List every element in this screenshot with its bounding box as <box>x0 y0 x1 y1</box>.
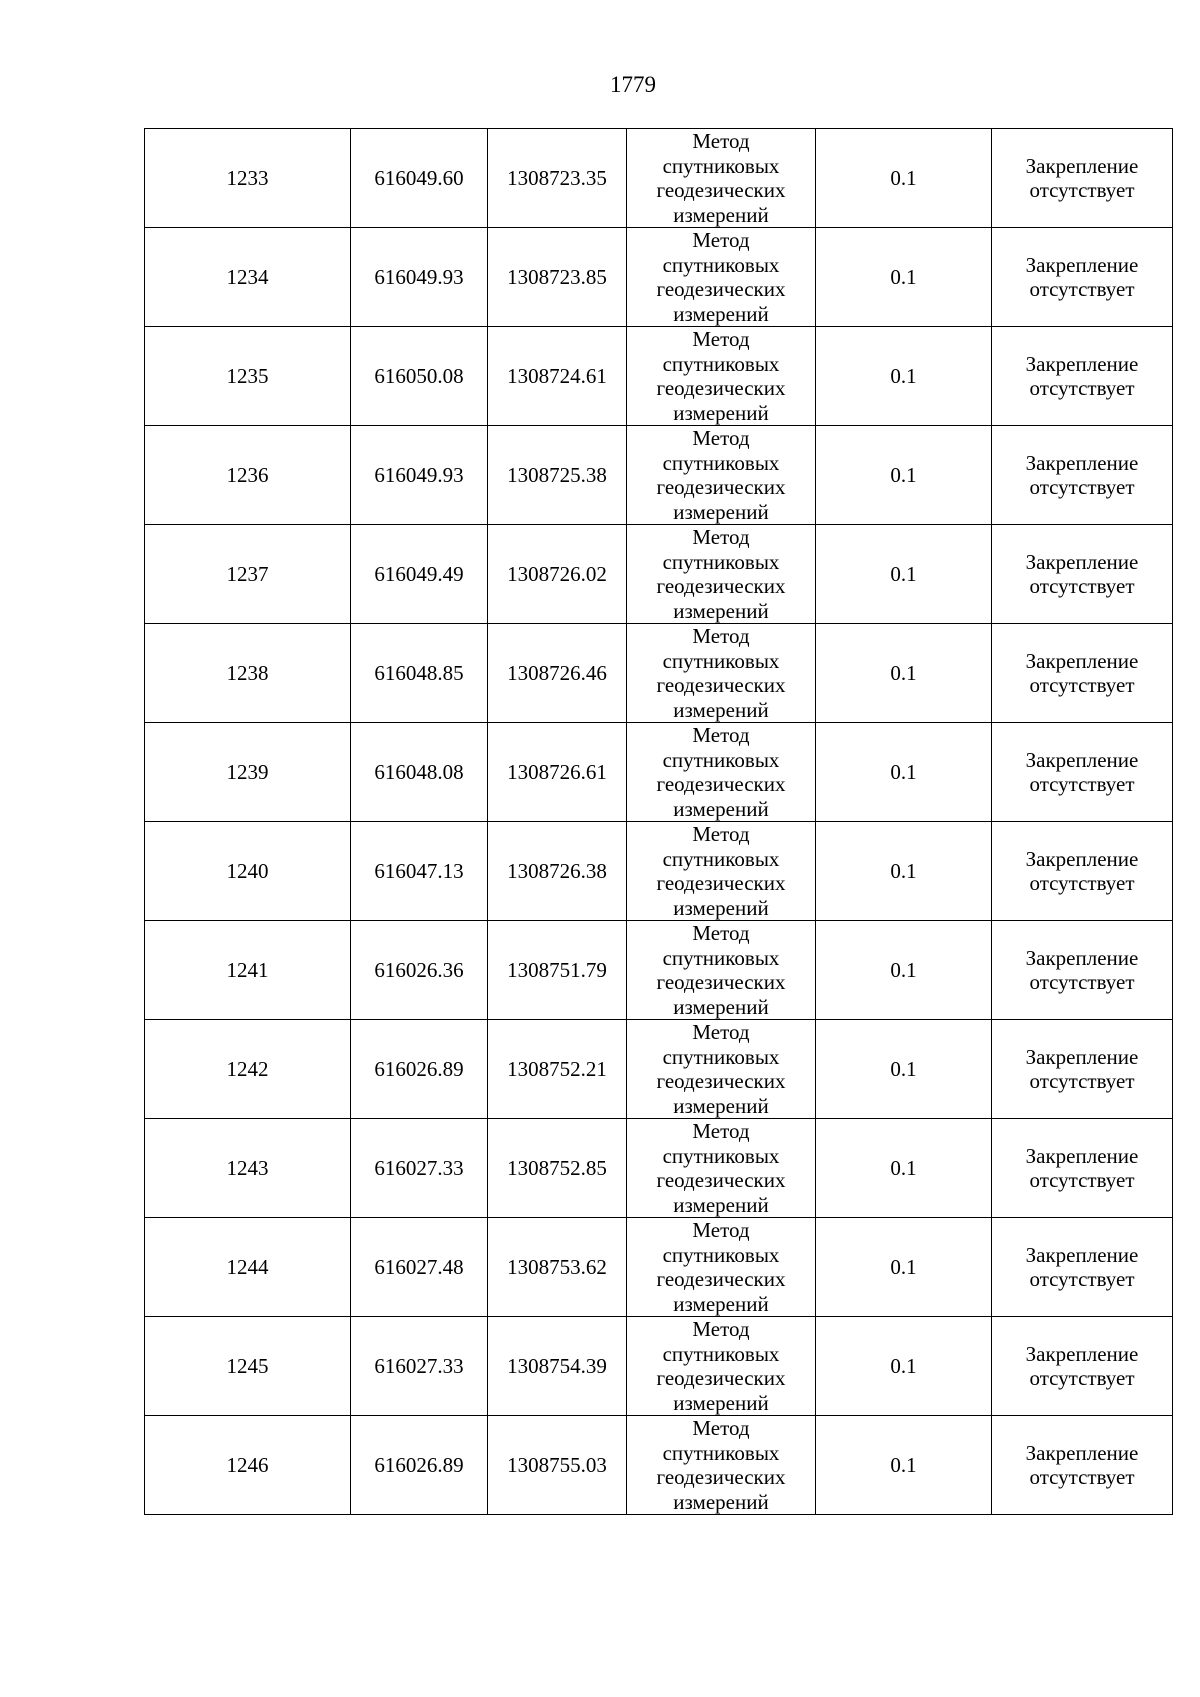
method-cell <box>627 921 816 1020</box>
table-row <box>145 1119 1173 1218</box>
fixation-line: отсутствует <box>1029 1267 1135 1291</box>
method-line: спутниковых <box>662 648 780 673</box>
y-coordinate-cell: 1308726.61 <box>488 723 627 822</box>
method-line: Метод <box>692 327 750 351</box>
method-line: геодезических <box>656 178 786 202</box>
fixation-line: отсутствует <box>1029 1366 1135 1390</box>
x-coordinate-cell: 616049.93 <box>351 228 488 327</box>
table-row <box>145 1317 1173 1416</box>
method-line: измерений <box>673 598 769 623</box>
x-coordinate-cell: 616048.85 <box>351 624 488 723</box>
fixation-line: Закрепление <box>1025 1044 1139 1069</box>
method-cell <box>627 1119 816 1218</box>
y-coordinate-cell: 1308751.79 <box>488 921 627 1020</box>
method-line: спутниковых <box>662 1044 780 1069</box>
y-coordinate-cell: 1308755.03 <box>488 1416 627 1515</box>
method-line: Метод <box>692 426 750 450</box>
method-cell <box>627 1020 816 1119</box>
fixation-line: отсутствует <box>1029 673 1135 697</box>
point-number-cell: 1236 <box>145 426 351 525</box>
method-line: геодезических <box>656 970 786 994</box>
method-line: измерений <box>673 796 769 821</box>
method-line: Метод <box>692 1020 750 1044</box>
fixation-cell <box>992 228 1173 327</box>
fixation-cell <box>992 921 1173 1020</box>
fixation-cell <box>992 1020 1173 1119</box>
fixation-cell <box>992 624 1173 723</box>
point-number-cell: 1239 <box>145 723 351 822</box>
fixation-line: отсутствует <box>1029 475 1135 499</box>
method-line: спутниковых <box>662 549 780 574</box>
table-row <box>145 129 1173 228</box>
y-coordinate-cell: 1308725.38 <box>488 426 627 525</box>
method-line: Метод <box>692 1416 750 1440</box>
page-number: 1779 <box>610 72 656 97</box>
fixation-line: Закрепление <box>1025 747 1139 772</box>
x-coordinate-cell: 616047.13 <box>351 822 488 921</box>
method-line: Метод <box>692 1218 750 1242</box>
method-line: геодезических <box>656 772 786 796</box>
table-row <box>145 1218 1173 1317</box>
method-line: измерений <box>673 202 769 227</box>
x-coordinate-cell: 616048.08 <box>351 723 488 822</box>
fixation-line: Закрепление <box>1025 1440 1139 1465</box>
y-coordinate-cell: 1308753.62 <box>488 1218 627 1317</box>
method-line: Метод <box>692 525 750 549</box>
x-coordinate-cell: 616026.89 <box>351 1416 488 1515</box>
x-coordinate-cell: 616027.48 <box>351 1218 488 1317</box>
method-line: геодезических <box>656 1168 786 1192</box>
accuracy-cell: 0.1 <box>816 426 992 525</box>
method-cell <box>627 1416 816 1515</box>
table-row <box>145 327 1173 426</box>
accuracy-cell: 0.1 <box>816 624 992 723</box>
method-line: измерений <box>673 697 769 722</box>
fixation-line: Закрепление <box>1025 1341 1139 1366</box>
accuracy-cell: 0.1 <box>816 1020 992 1119</box>
table-row <box>145 624 1173 723</box>
method-line: спутниковых <box>662 252 780 277</box>
fixation-line: Закрепление <box>1025 1242 1139 1267</box>
point-number-cell: 1244 <box>145 1218 351 1317</box>
x-coordinate-cell: 616026.89 <box>351 1020 488 1119</box>
y-coordinate-cell: 1308726.38 <box>488 822 627 921</box>
x-coordinate-cell: 616027.33 <box>351 1119 488 1218</box>
fixation-cell <box>992 525 1173 624</box>
fixation-cell <box>992 1416 1173 1515</box>
point-number-cell: 1238 <box>145 624 351 723</box>
accuracy-cell: 0.1 <box>816 1119 992 1218</box>
method-line: геодезических <box>656 1366 786 1390</box>
method-line: геодезических <box>656 871 786 895</box>
method-cell <box>627 822 816 921</box>
point-number-cell: 1242 <box>145 1020 351 1119</box>
method-line: геодезических <box>656 1267 786 1291</box>
method-line: измерений <box>673 1192 769 1217</box>
method-line: геодезических <box>656 1069 786 1093</box>
method-cell <box>627 525 816 624</box>
fixation-cell <box>992 426 1173 525</box>
accuracy-cell: 0.1 <box>816 723 992 822</box>
fixation-cell <box>992 1317 1173 1416</box>
method-line: измерений <box>673 1291 769 1316</box>
y-coordinate-cell: 1308754.39 <box>488 1317 627 1416</box>
fixation-cell <box>992 723 1173 822</box>
method-line: Метод <box>692 822 750 846</box>
fixation-line: Закрепление <box>1025 846 1139 871</box>
point-number-cell: 1240 <box>145 822 351 921</box>
point-number-cell: 1243 <box>145 1119 351 1218</box>
y-coordinate-cell: 1308724.61 <box>488 327 627 426</box>
table-row <box>145 822 1173 921</box>
accuracy-cell: 0.1 <box>816 525 992 624</box>
fixation-cell <box>992 327 1173 426</box>
accuracy-cell: 0.1 <box>816 129 992 228</box>
method-line: геодезических <box>656 574 786 598</box>
method-cell <box>627 327 816 426</box>
point-number-cell: 1241 <box>145 921 351 1020</box>
method-line: Метод <box>692 228 750 252</box>
accuracy-cell: 0.1 <box>816 1317 992 1416</box>
table-row <box>145 723 1173 822</box>
fixation-line: Закрепление <box>1025 450 1139 475</box>
table-row <box>145 525 1173 624</box>
method-line: измерений <box>673 499 769 524</box>
y-coordinate-cell: 1308723.85 <box>488 228 627 327</box>
fixation-cell <box>992 129 1173 228</box>
accuracy-cell: 0.1 <box>816 228 992 327</box>
method-line: Метод <box>692 921 750 945</box>
fixation-line: Закрепление <box>1025 648 1139 673</box>
y-coordinate-cell: 1308752.85 <box>488 1119 627 1218</box>
table-row <box>145 1020 1173 1119</box>
fixation-line: отсутствует <box>1029 574 1135 598</box>
method-line: спутниковых <box>662 1242 780 1267</box>
method-line: геодезических <box>656 475 786 499</box>
point-number-cell: 1235 <box>145 327 351 426</box>
x-coordinate-cell: 616050.08 <box>351 327 488 426</box>
accuracy-cell: 0.1 <box>816 921 992 1020</box>
method-line: Метод <box>692 1119 750 1143</box>
fixation-line: Закрепление <box>1025 549 1139 574</box>
fixation-cell <box>992 822 1173 921</box>
fixation-line: отсутствует <box>1029 178 1135 202</box>
point-number-cell: 1246 <box>145 1416 351 1515</box>
x-coordinate-cell: 616049.93 <box>351 426 488 525</box>
method-line: геодезических <box>656 277 786 301</box>
method-cell <box>627 624 816 723</box>
table-row <box>145 228 1173 327</box>
accuracy-cell: 0.1 <box>816 1416 992 1515</box>
method-line: измерений <box>673 400 769 425</box>
method-cell <box>627 228 816 327</box>
method-line: измерений <box>673 994 769 1019</box>
method-cell <box>627 129 816 228</box>
method-line: геодезических <box>656 1465 786 1489</box>
method-cell <box>627 723 816 822</box>
y-coordinate-cell: 1308726.02 <box>488 525 627 624</box>
table-row <box>145 426 1173 525</box>
method-line: измерений <box>673 1093 769 1118</box>
x-coordinate-cell: 616027.33 <box>351 1317 488 1416</box>
method-line: измерений <box>673 895 769 920</box>
method-line: Метод <box>692 624 750 648</box>
fixation-cell <box>992 1218 1173 1317</box>
x-coordinate-cell: 616049.49 <box>351 525 488 624</box>
method-line: Метод <box>692 129 750 153</box>
method-line: геодезических <box>656 376 786 400</box>
fixation-cell <box>992 1119 1173 1218</box>
method-line: Метод <box>692 723 750 747</box>
fixation-line: Закрепление <box>1025 1143 1139 1168</box>
fixation-line: отсутствует <box>1029 277 1135 301</box>
fixation-line: отсутствует <box>1029 970 1135 994</box>
x-coordinate-cell: 616026.36 <box>351 921 488 1020</box>
point-number-cell: 1234 <box>145 228 351 327</box>
accuracy-cell: 0.1 <box>816 327 992 426</box>
x-coordinate-cell: 616049.60 <box>351 129 488 228</box>
fixation-line: Закрепление <box>1025 252 1139 277</box>
fixation-line: отсутствует <box>1029 1168 1135 1192</box>
method-line: спутниковых <box>662 351 780 376</box>
method-cell <box>627 1317 816 1416</box>
method-line: спутниковых <box>662 1143 780 1168</box>
point-number-cell: 1237 <box>145 525 351 624</box>
point-number-cell: 1245 <box>145 1317 351 1416</box>
method-line: геодезических <box>656 673 786 697</box>
method-line: спутниковых <box>662 1440 780 1465</box>
table-row <box>145 1416 1173 1515</box>
method-line: Метод <box>692 1317 750 1341</box>
y-coordinate-cell: 1308723.35 <box>488 129 627 228</box>
fixation-line: Закрепление <box>1025 351 1139 376</box>
method-cell <box>627 426 816 525</box>
method-line: спутниковых <box>662 450 780 475</box>
y-coordinate-cell: 1308726.46 <box>488 624 627 723</box>
y-coordinate-cell: 1308752.21 <box>488 1020 627 1119</box>
table-row <box>145 921 1173 1020</box>
method-line: спутниковых <box>662 747 780 772</box>
accuracy-cell: 0.1 <box>816 1218 992 1317</box>
fixation-line: отсутствует <box>1029 376 1135 400</box>
method-line: измерений <box>673 1390 769 1415</box>
fixation-line: Закрепление <box>1025 153 1139 178</box>
method-cell <box>627 1218 816 1317</box>
method-line: спутниковых <box>662 945 780 970</box>
method-line: спутниковых <box>662 153 780 178</box>
method-line: спутниковых <box>662 1341 780 1366</box>
coordinates-table <box>144 128 1173 1515</box>
fixation-line: отсутствует <box>1029 1069 1135 1093</box>
fixation-line: отсутствует <box>1029 871 1135 895</box>
accuracy-cell: 0.1 <box>816 822 992 921</box>
method-line: измерений <box>673 1489 769 1514</box>
point-number-cell: 1233 <box>145 129 351 228</box>
method-line: измерений <box>673 301 769 326</box>
coordinates-table-body <box>145 129 1173 1515</box>
fixation-line: отсутствует <box>1029 772 1135 796</box>
fixation-line: отсутствует <box>1029 1465 1135 1489</box>
method-line: спутниковых <box>662 846 780 871</box>
fixation-line: Закрепление <box>1025 945 1139 970</box>
